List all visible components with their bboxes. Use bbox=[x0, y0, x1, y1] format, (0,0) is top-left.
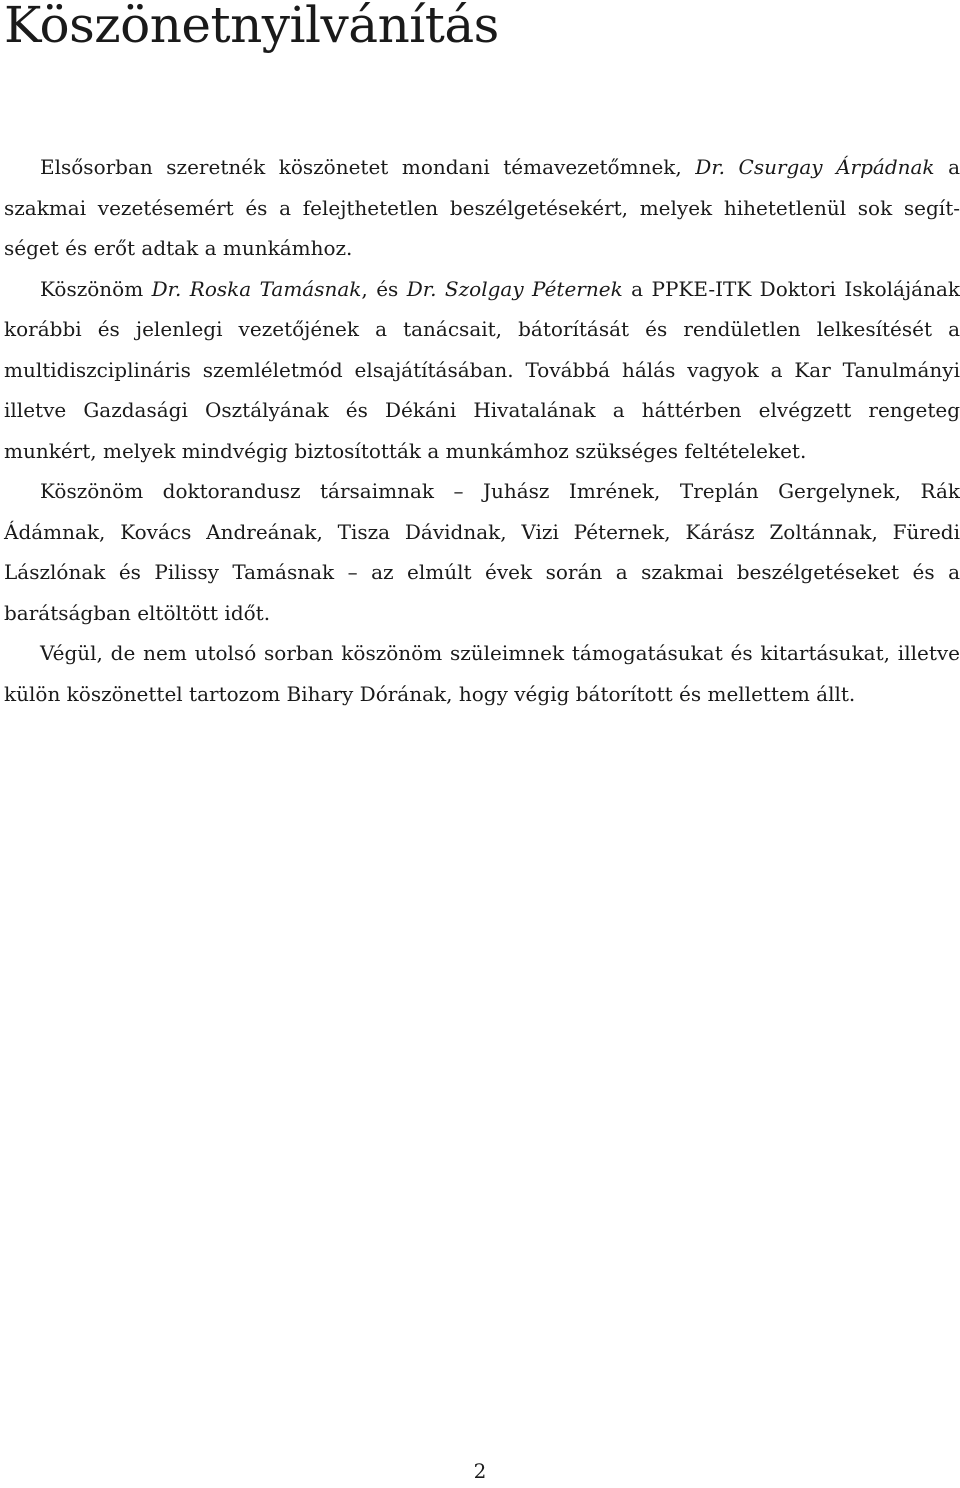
name-emphasis: Dr. Roska Tamásnak bbox=[151, 276, 362, 301]
text-run: Köszönöm bbox=[40, 276, 152, 301]
paragraph-family bbox=[4, 633, 960, 714]
acknowledgement-body bbox=[4, 147, 960, 714]
name-emphasis: Dr. Szolgay Péternek bbox=[406, 276, 623, 301]
paragraph-doctoral-school bbox=[4, 269, 960, 472]
paragraph-colleagues bbox=[4, 471, 960, 633]
page-title: Köszönetnyilvánítás bbox=[4, 0, 499, 54]
text-run: , és bbox=[361, 276, 407, 301]
text-run: a PPKE-ITK Doktori Iskolájának korábbi és jelenlegi vezetőjének a tanácsait, bátorítását és rendületlen lelkesítését a multidiszciplináris szemléletmód elsajátításában. Továbbá hálás vagyok a Kar Tanulmányi illetve Gazdasági Osztályának és Dékáni Hivatalának a háttérben elvégzett rengeteg munkért, melyek mindvégig biztosították a munkámhoz szükséges feltételeket. bbox=[4, 276, 960, 463]
text-run: Elsősorban szeretnék köszönetet mondani témavezetőmnek, bbox=[40, 155, 696, 179]
page-number: 2 bbox=[473, 1459, 487, 1483]
paragraph-supervisor bbox=[4, 147, 960, 269]
text-run: Köszönöm doktorandusz társaimnak – Juhász Imrének, Treplán Gergelynek, Rák Ádámnak, Kovács Andreának, Tisza Dávidnak, Vizi Péternek, Kárász Zoltánnak, Füredi Lászlónak és Pilissy Tamásnak – az elmúlt évek során a szakmai beszélgetéseket és a barátságban eltöltött időt. bbox=[4, 479, 960, 625]
text-run: Végül, de nem utolsó sorban köszönöm szüleimnek támogatásukat és kitartásukat, illetve külön köszönettel tartozom Bihary Dórának, hogy végig bátorított és mellettem állt. bbox=[4, 641, 960, 706]
name-emphasis: Dr. Csurgay Árpádnak bbox=[695, 155, 935, 179]
text-run: a szakmai vezetésemért és a felejthetetlen beszélgetésekért, melyek hihetetlenül sok segítséget és erőt adtak a munkámhoz. bbox=[4, 155, 960, 260]
